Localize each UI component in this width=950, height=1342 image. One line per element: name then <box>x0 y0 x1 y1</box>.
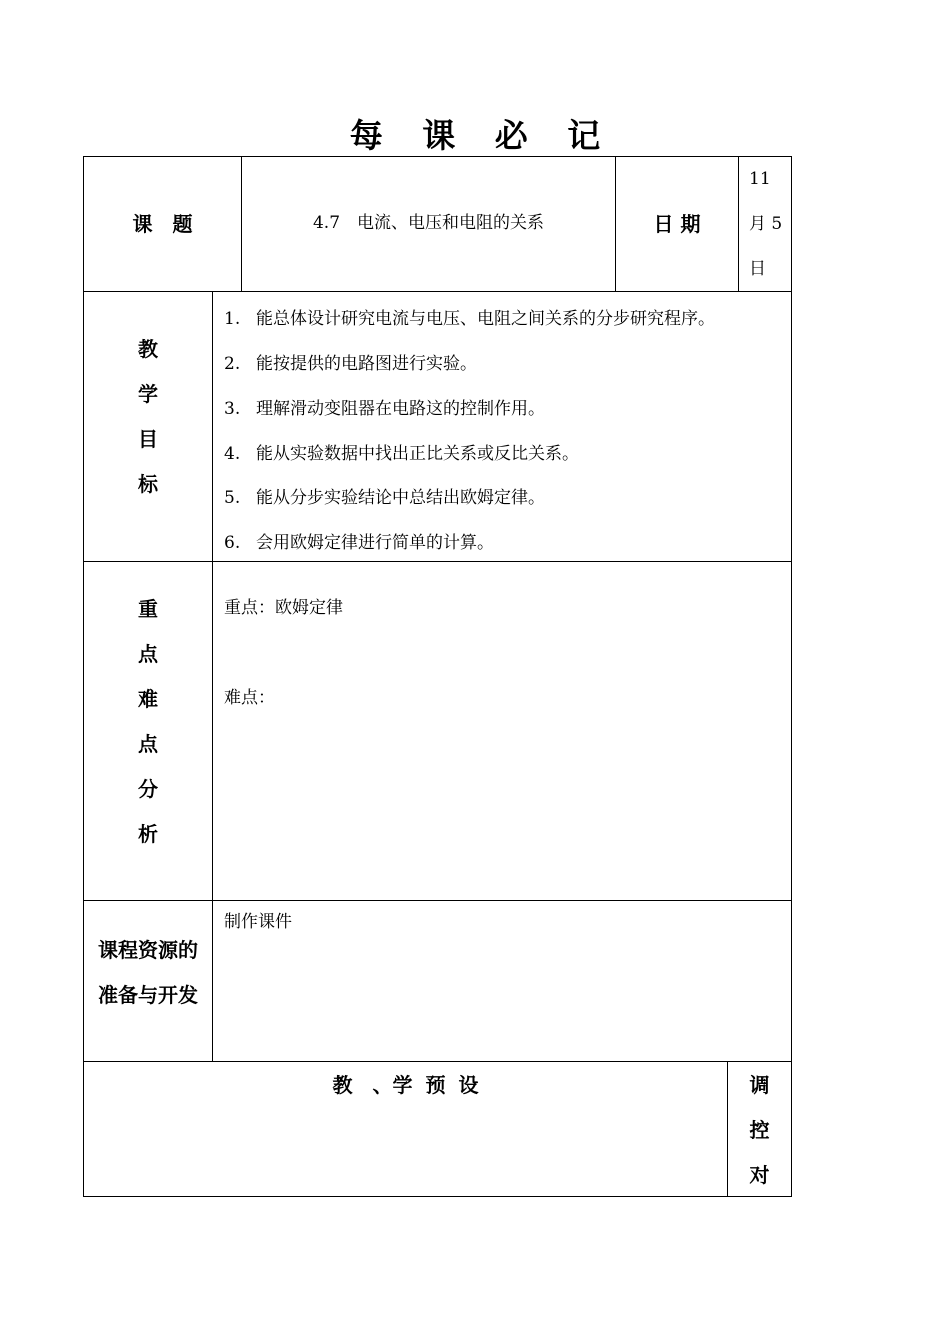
goal-item <box>224 349 477 374</box>
keypoints-label-char: 重 <box>138 597 158 621</box>
goal-text: 能总体设计研究电流与电压、电阻之间关系的分步研究程序。 <box>256 309 715 329</box>
date-line: 月 5 <box>749 214 783 234</box>
resources-value: 制作课件 <box>224 912 292 932</box>
keypoints-label <box>84 587 212 857</box>
goal-number: 5. <box>224 488 241 508</box>
goal-item <box>224 528 494 553</box>
design-side-char: 控 <box>749 1118 770 1142</box>
key-point: 重点：欧姆定律 <box>224 598 343 618</box>
goal-number: 2. <box>224 354 241 374</box>
goals-label <box>84 327 212 507</box>
resources-label-line: 课程资源的 <box>98 938 198 962</box>
goal-text: 能从实验数据中找出正比关系或反比关系。 <box>256 444 579 464</box>
goal-item <box>224 394 545 419</box>
goal-number: 1. <box>224 309 241 329</box>
goal-item <box>224 439 579 464</box>
goal-text: 会用欧姆定律进行简单的计算。 <box>256 533 494 553</box>
goal-text: 能从分步实验结论中总结出欧姆定律。 <box>256 488 545 508</box>
keypoints-label-char: 分 <box>138 777 158 801</box>
keypoints-label-char: 析 <box>138 822 158 846</box>
topic-label: 课 题 <box>132 212 193 236</box>
design-side-char: 对 <box>749 1163 770 1187</box>
goal-number: 3. <box>224 399 241 419</box>
goals-label-char: 学 <box>138 382 158 406</box>
keypoints-label-char: 点 <box>138 642 158 666</box>
goal-text: 理解滑动变阻器在电路这的控制作用。 <box>256 399 545 419</box>
goal-number: 4. <box>224 444 241 464</box>
date-line: 11 <box>749 169 771 189</box>
resources-label <box>84 936 212 1026</box>
goal-text: 能按提供的电路图进行实验。 <box>256 354 477 374</box>
design-side-char: 调 <box>749 1073 770 1097</box>
keypoints-label-char: 点 <box>138 732 158 756</box>
topic-value: 4.7 电流、电压和电阻的关系 <box>312 213 545 233</box>
goal-item <box>224 304 715 329</box>
goal-number: 6. <box>224 533 241 553</box>
date-label: 日 期 <box>653 212 701 236</box>
goal-item <box>224 483 545 508</box>
goals-label-char: 标 <box>138 472 158 496</box>
goals-label-char: 目 <box>138 427 158 451</box>
page-title: 每 课 必 记 <box>349 116 615 155</box>
date-value <box>749 168 782 303</box>
design-label: 教 、学 预 设 <box>332 1073 479 1097</box>
goals-label-char: 教 <box>138 337 158 361</box>
date-line: 日 <box>749 259 766 279</box>
resources-label-line: 准备与开发 <box>98 983 198 1007</box>
difficulty: 难点： <box>224 688 275 708</box>
design-side-label <box>728 1063 791 1198</box>
keypoints-label-char: 难 <box>138 687 158 711</box>
